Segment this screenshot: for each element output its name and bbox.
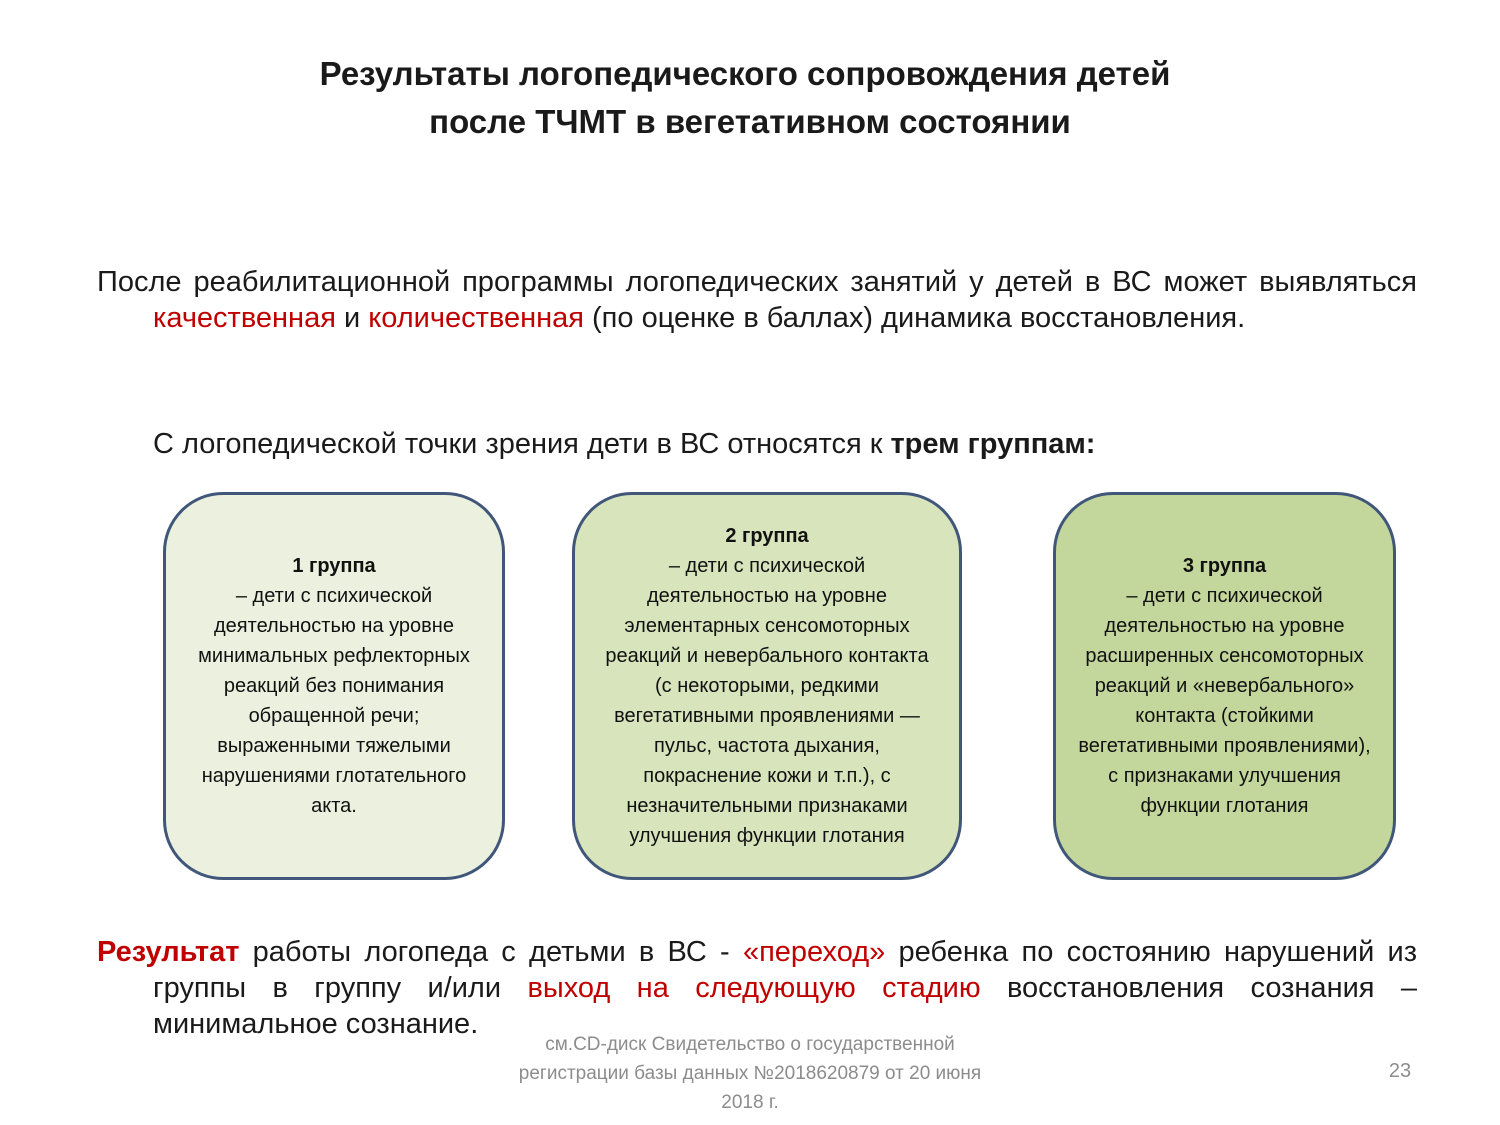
slide-title-line-2: после ТЧМТ в вегетативном состоянии	[429, 103, 1071, 140]
intro-highlight-quantitative: количественная	[368, 302, 584, 334]
groups-intro-text: С логопедической точки зрения дети в ВС относятся к	[153, 428, 891, 460]
intro-text-3: (по оценке в баллах) динамика восстановления.	[583, 302, 1246, 334]
group-3-card	[1053, 492, 1396, 880]
intro-text-1: После реабилитационной программы логопедических занятий у детей в ВС может выявляться	[97, 266, 1417, 298]
intro-paragraph	[97, 264, 1417, 336]
group-2-card	[572, 492, 962, 880]
slide-title	[0, 50, 1500, 146]
group-3-text: – дети с психической деятельностью на уровне расширенных сенсомоторных реакций и «невербального» контакта (стойкими вегетативными проявлениями), с признаками улучшения функции глотания	[1078, 585, 1371, 817]
result-label: Результат	[97, 936, 240, 968]
page-number: 23	[1388, 1060, 1412, 1082]
group-2-text: – дети с психической деятельностью на уровне элементарных сенсомоторных реакций и невербального контакта (с некоторыми, редкими вегетативными проявлениями — пульс, частота дыхания, покраснение кожи и т.п.), с незначительными признаками улучшения функции глотания	[605, 555, 929, 847]
result-text-1: работы логопеда с детьми в ВС -	[239, 936, 743, 968]
group-1-heading: 1 группа	[292, 555, 376, 577]
group-3-heading: 3 группа	[1182, 555, 1267, 577]
intro-text-2: и	[335, 302, 369, 334]
group-1-text: – дети с психической деятельностью на уровне минимальных рефлекторных реакций без понимания обращенной речи; выраженными тяжелыми нарушениями глотательного акта.	[198, 585, 470, 817]
group-1-card	[163, 492, 505, 880]
groups-intro-paragraph	[153, 426, 1417, 462]
result-paragraph	[97, 934, 1417, 1042]
result-text-2: ребенка по состоянию нарушений из группы в группу и/или	[153, 936, 1417, 1004]
intro-highlight-qualitative: качественная	[153, 302, 336, 334]
result-text-3: восстановления сознания – минимальное сознание.	[153, 972, 1417, 1040]
slide-title-line-1: Результаты логопедического сопровождения детей	[319, 55, 1171, 92]
result-highlight-next-stage: выход на следующую стадию	[527, 972, 981, 1004]
group-2-heading: 2 группа	[725, 525, 809, 547]
result-highlight-transition: «переход»	[742, 936, 886, 968]
groups-intro-bold: трем группам:	[890, 428, 1096, 460]
footer-reference: см.CD-диск Свидетельство о государственной регистрации базы данных №2018620879 от 20 июня 2018 г.	[518, 1034, 982, 1113]
